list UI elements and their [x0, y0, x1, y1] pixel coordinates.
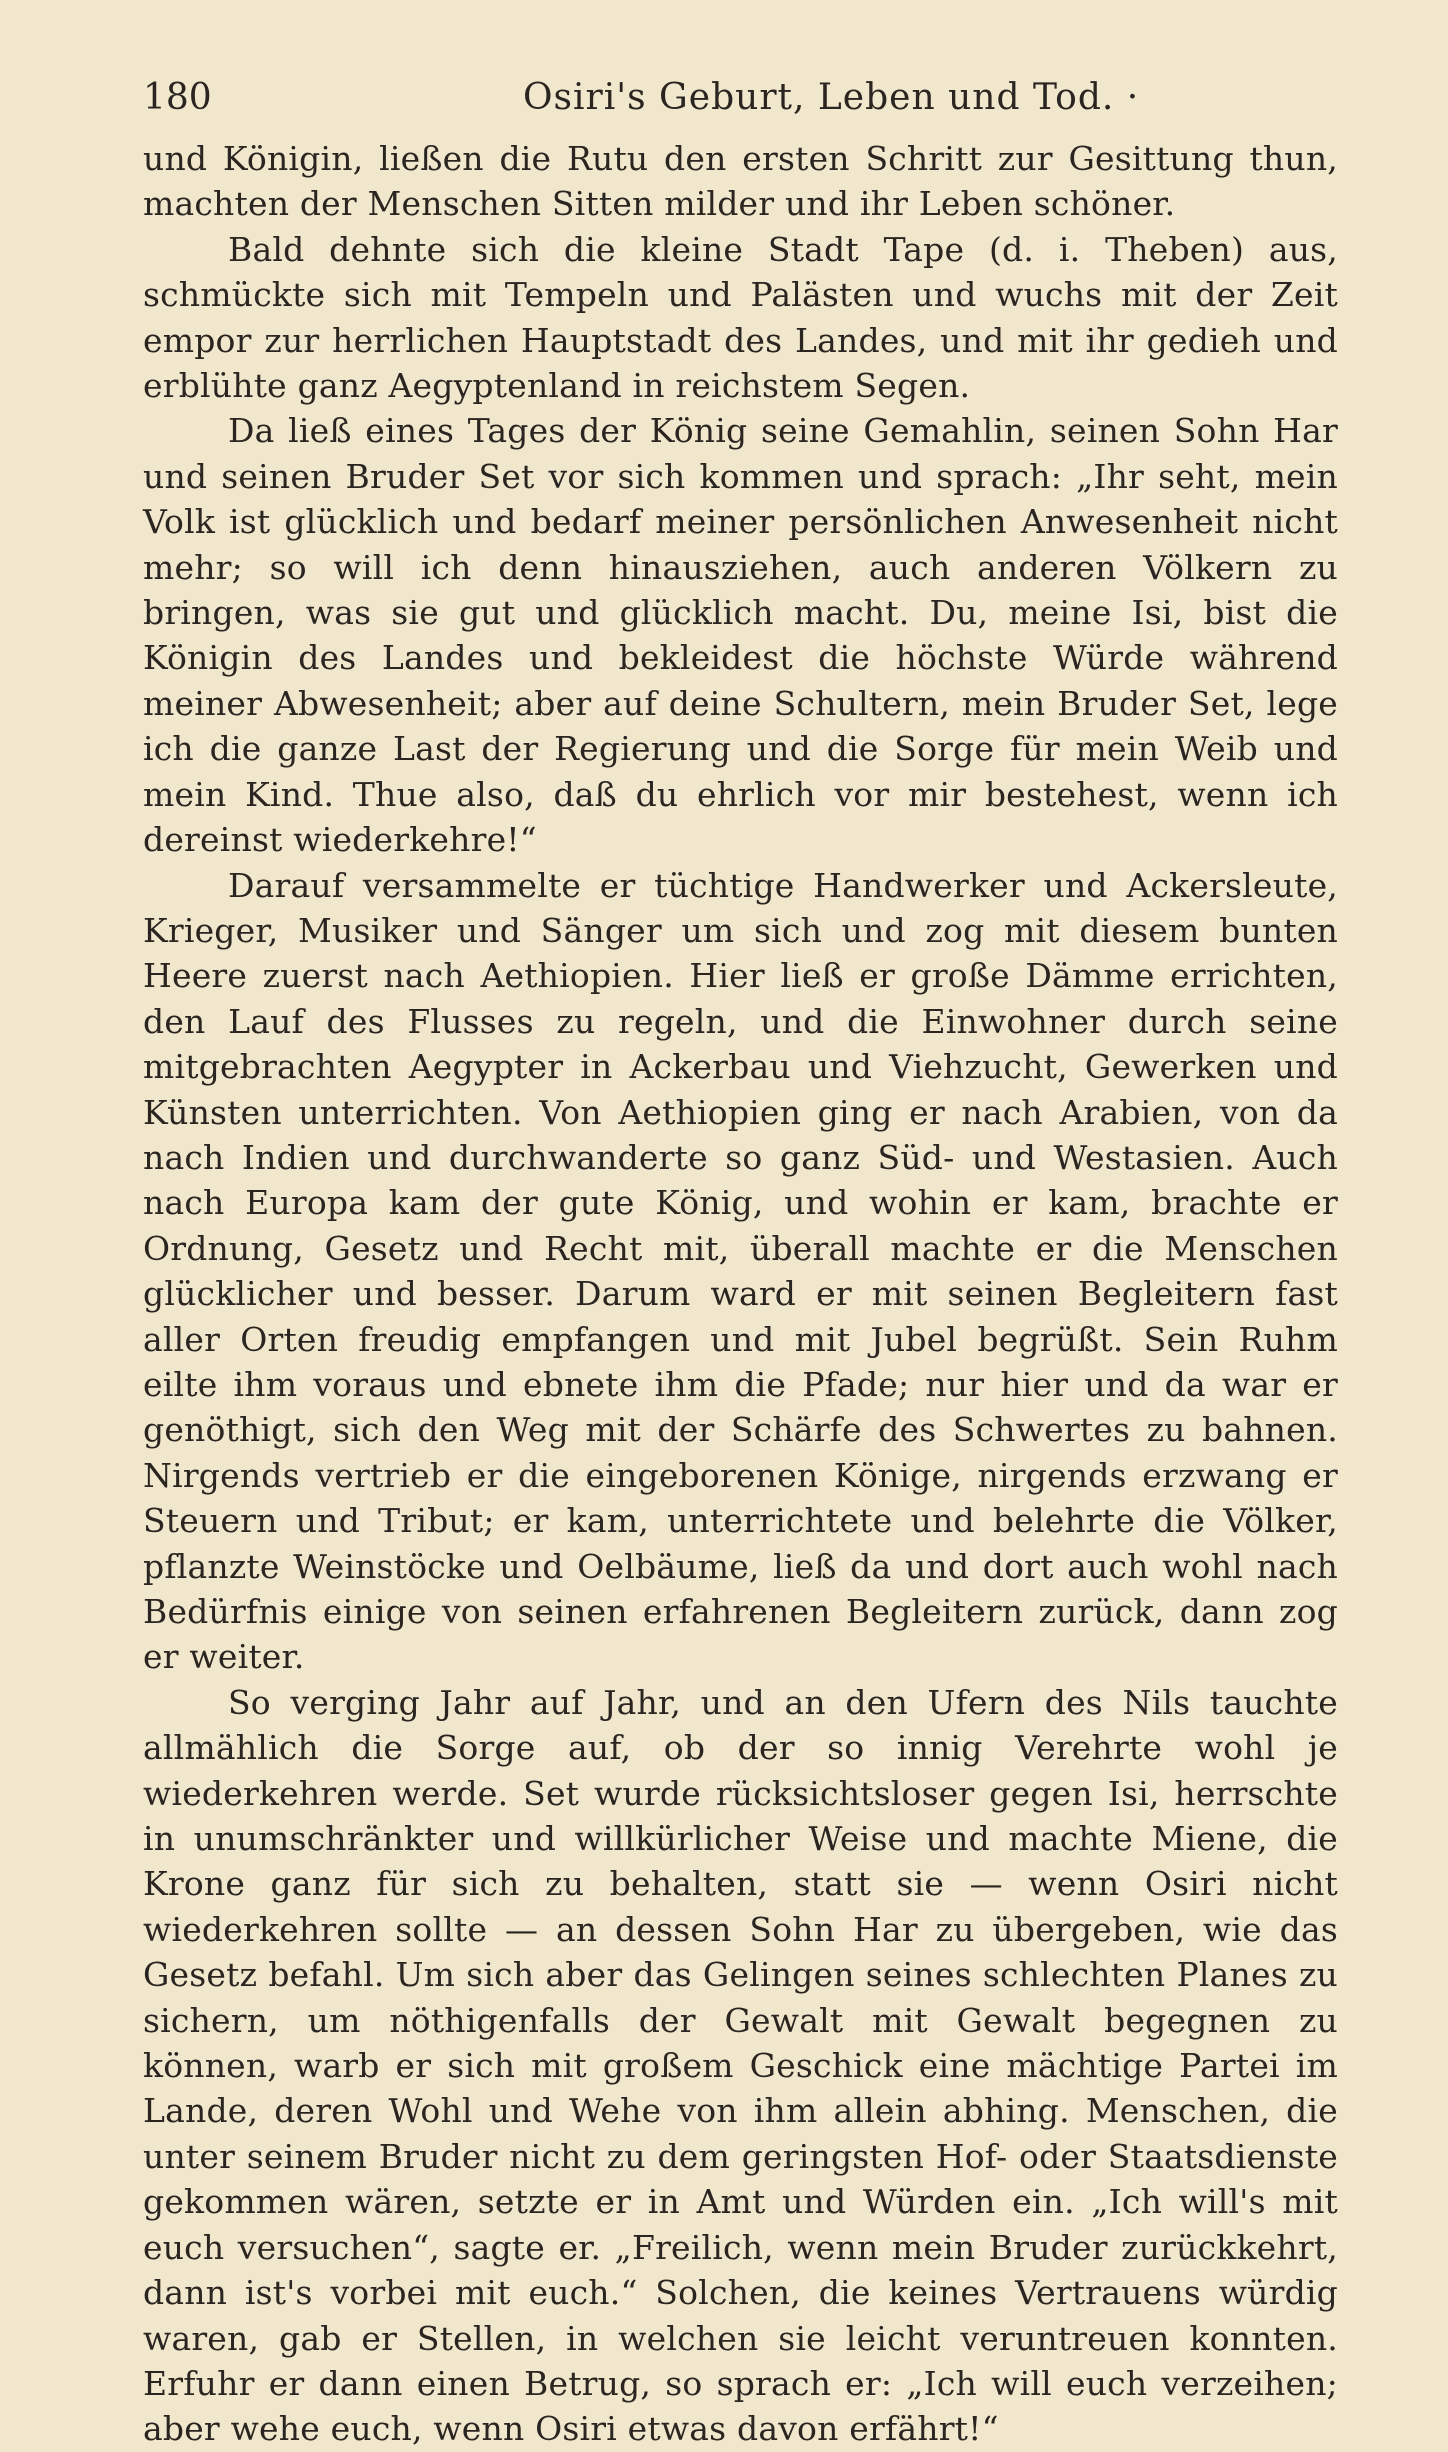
page-number: 180	[143, 77, 212, 118]
paragraph: So verging Jahr auf Jahr, und an den Ufern des Nils tauchte allmählich die Sorge auf, ob der so innig Verehrte wohl je wiederkehren werde. Set wurde rücksichtsloser gegen Isi, herrschte in unumschränkter und willkürlicher Weise und machte Miene, die Krone ganz für sich zu behalten, statt sie — wenn Osiri nicht wiederkehren sollte — an dessen Sohn Har zu übergeben, wie das Gesetz befahl. Um sich aber das Gelingen seines schlechten Planes zu sichern, um nöthigenfalls der Gewalt mit Gewalt begegnen zu können, warb er sich mit großem Geschick eine mächtige Partei im Lande, deren Wohl und Wehe von ihm allein abhing. Menschen, die unter seinem Bruder nicht zu dem geringsten Hof- oder Staatsdienste gekommen wären, setzte er in Amt und Würden ein. „Ich will's mit euch versuchen“, sagte er. „Freilich, wenn mein Bruder zurückkehrt, dann ist's vorbei mit euch.“ Solchen, die keines Vertrauens würdig waren, gab er Stellen, in welchen sie leicht veruntreuen konnten. Erfuhr er dann einen Betrug, so sprach er: „Ich will euch verzeihen; aber wehe euch, wenn Osiri etwas davon erfährt!“	[143, 1682, 1338, 2449]
page-header	[143, 74, 1338, 122]
paragraph: und Königin, ließen die Rutu den ersten Schritt zur Gesittung thun, machten der Menschen Sitten milder und ihr Leben schöner.	[143, 139, 1338, 224]
paragraph: Darauf versammelte er tüchtige Handwerker und Ackersleute, Krieger, Musiker und Sänger um sich und zog mit diesem bunten Heere zuerst nach Aethiopien. Hier ließ er große Dämme errichten, den Lauf des Flusses zu regeln, und die Einwohner durch seine mitgebrachten Aegypter in Ackerbau und Viehzucht, Gewerken und Künsten unterrichten. Von Aethiopien ging er nach Arabien, von da nach Indien und durchwanderte so ganz Süd- und Westasien. Auch nach Europa kam der gute König, und wohin er kam, brachte er Ordnung, Gesetz und Recht mit, überall machte er die Menschen glücklicher und besser. Darum ward er mit seinen Begleitern fast aller Orten freudig empfangen und mit Jubel begrüßt. Sein Ruhm eilte ihm voraus und ebnete ihm die Pfade; nur hier und da war er genöthigt, sich den Weg mit der Schärfe des Schwertes zu bahnen. Nirgends vertrieb er die eingeborenen Könige, nirgends erzwang er Steuern und Tribut; er kam, unterrichtete und belehrte die Völker, pflanzte Weinstöcke und Oelbäume, ließ da und dort auch wohl nach Bedürfnis einige von seinen erfahrenen Begleitern zurück, dann zog er weiter.	[143, 865, 1338, 1677]
body-text	[143, 136, 1338, 2452]
paragraph: Da ließ eines Tages der König seine Gemahlin, seinen Sohn Har und seinen Bruder Set vor sich kommen und sprach: „Ihr seht, mein Volk ist glücklich und bedarf meiner persönlichen Anwesenheit nicht mehr; so will ich denn hinausziehen, auch anderen Völkern zu bringen, was sie gut und glücklich macht. Du, meine Isi, bist die Königin des Landes und bekleidest die höchste Würde während meiner Abwesenheit; aber auf deine Schultern, mein Bruder Set, lege ich die ganze Last der Regierung und die Sorge für mein Weib und mein Kind. Thue also, daß du ehrlich vor mir bestehest, wenn ich dereinst wiederkehre!“	[143, 411, 1338, 860]
paragraph: Bald dehnte sich die kleine Stadt Tape (d. i. Theben) aus, schmückte sich mit Tempeln und Palästen und wuchs mit der Zeit empor zur herrlichen Hauptstadt des Landes, und mit ihr gedieh und erblühte ganz Aegyptenland in reichstem Segen.	[143, 229, 1338, 406]
running-title: Osiri's Geburt, Leben und Tod. ·	[523, 77, 1140, 118]
